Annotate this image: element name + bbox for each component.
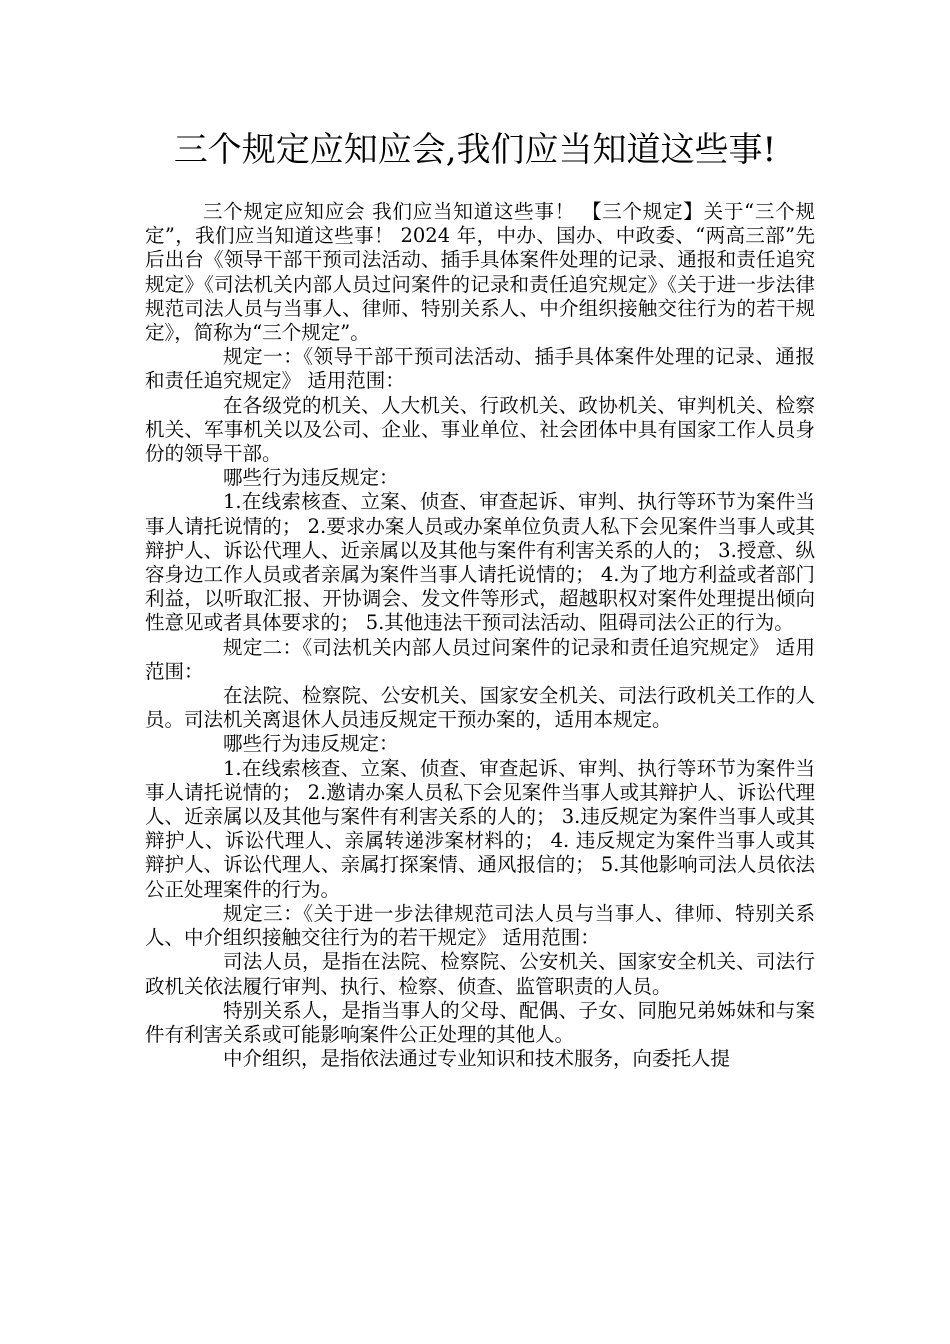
rule-two-heading: 规定二：《司法机关内部人员过问案件的记录和责任追究规定》 适用范围： <box>145 635 815 683</box>
document-title: 三个规定应知应会,我们应当知道这些事! <box>173 130 777 170</box>
rule-two-violations-heading: 哪些行为违反规定： <box>223 732 399 756</box>
rule-two-violations: 1.在线索核查、立案、侦查、审查起诉、审判、执行等环节为案件当事人请托说情的； 2.邀请办案人员私下会见案件当事人或其辩护人、诉讼代理人、近亲属以及其他与案件有利害关系的人的； 3.违反规定为案件当事人或其辩护人、诉讼代理人、亲属转递涉案材料的； 4. 违反规定为案件当事人或其辩护人、诉讼代理人、亲属打探案情、通风报信的； 5.其他影响司法人员依法公正处理案件的行为。 <box>145 756 815 901</box>
rule-one-violations: 1.在线索核查、立案、侦查、审查起诉、审判、执行等环节为案件当事人请托说情的； 2.要求办案人员或办案单位负责人私下会见案件当事人或其辩护人、诉讼代理人、近亲属以及其他与案件有利害关系的人的； 3.授意、纵容身边工作人员或者亲属为案件当事人请托说情的； 4.为了地方利益或者部门利益，以听取汇报、开协调会、发文件等形式，超越职权对案件处理提出倾向性意见或者具体要求的； 5.其他违法干预司法活动、阻碍司法公正的行为。 <box>145 490 815 635</box>
document-body <box>145 200 815 1071</box>
intermediary-definition: 中介组织，是指依法通过专业知识和技术服务，向委托人提 <box>223 1047 731 1071</box>
rule-two-scope: 在法院、检察院、公安机关、国家安全机关、司法行政机关工作的人员。司法机关离退休人员违反规定干预办案的，适用本规定。 <box>145 684 815 732</box>
intro-paragraph: 三个规定应知应会 我们应当知道这些事！ 【三个规定】关于“三个规定”，我们应当知道这些事！ 2024 年，中办、国办、中政委、“两高三部”先后出台《领导干部干预司法活动、插手具体案件处理的记录、通报和责任追究规定》《司法机关内部人员过问案件的记录和责任追究规定》《关于进一步法律规范司法人员与当事人、律师、特别关系人、中介组织接触交往行为的若干规定》，简称为“三个规定”。 <box>145 200 815 345</box>
special-relation-definition: 特别关系人，是指当事人的父母、配偶、子女、同胞兄弟姊妹和与案件有利害关系或可能影响案件公正处理的其他人。 <box>145 998 815 1046</box>
rule-three-heading: 规定三：《关于进一步法律规范司法人员与当事人、律师、特别关系人、中介组织接触交往行为的若干规定》 适用范围： <box>145 901 815 950</box>
rule-one-heading: 规定一：《领导干部干预司法活动、插手具体案件处理的记录、通报和责任追究规定》 适用范围： <box>145 345 815 393</box>
rule-one-violations-heading: 哪些行为违反规定： <box>223 466 399 490</box>
judicial-personnel-definition: 司法人员，是指在法院、检察院、公安机关、国家安全机关、司法行政机关依法履行审判、执行、检察、侦查、监管职责的人员。 <box>145 950 815 998</box>
rule-one-scope: 在各级党的机关、人大机关、行政机关、政协机关、审判机关、检察机关、军事机关以及公司、企业、事业单位、社会团体中具有国家工作人员身份的领导干部。 <box>145 393 815 466</box>
